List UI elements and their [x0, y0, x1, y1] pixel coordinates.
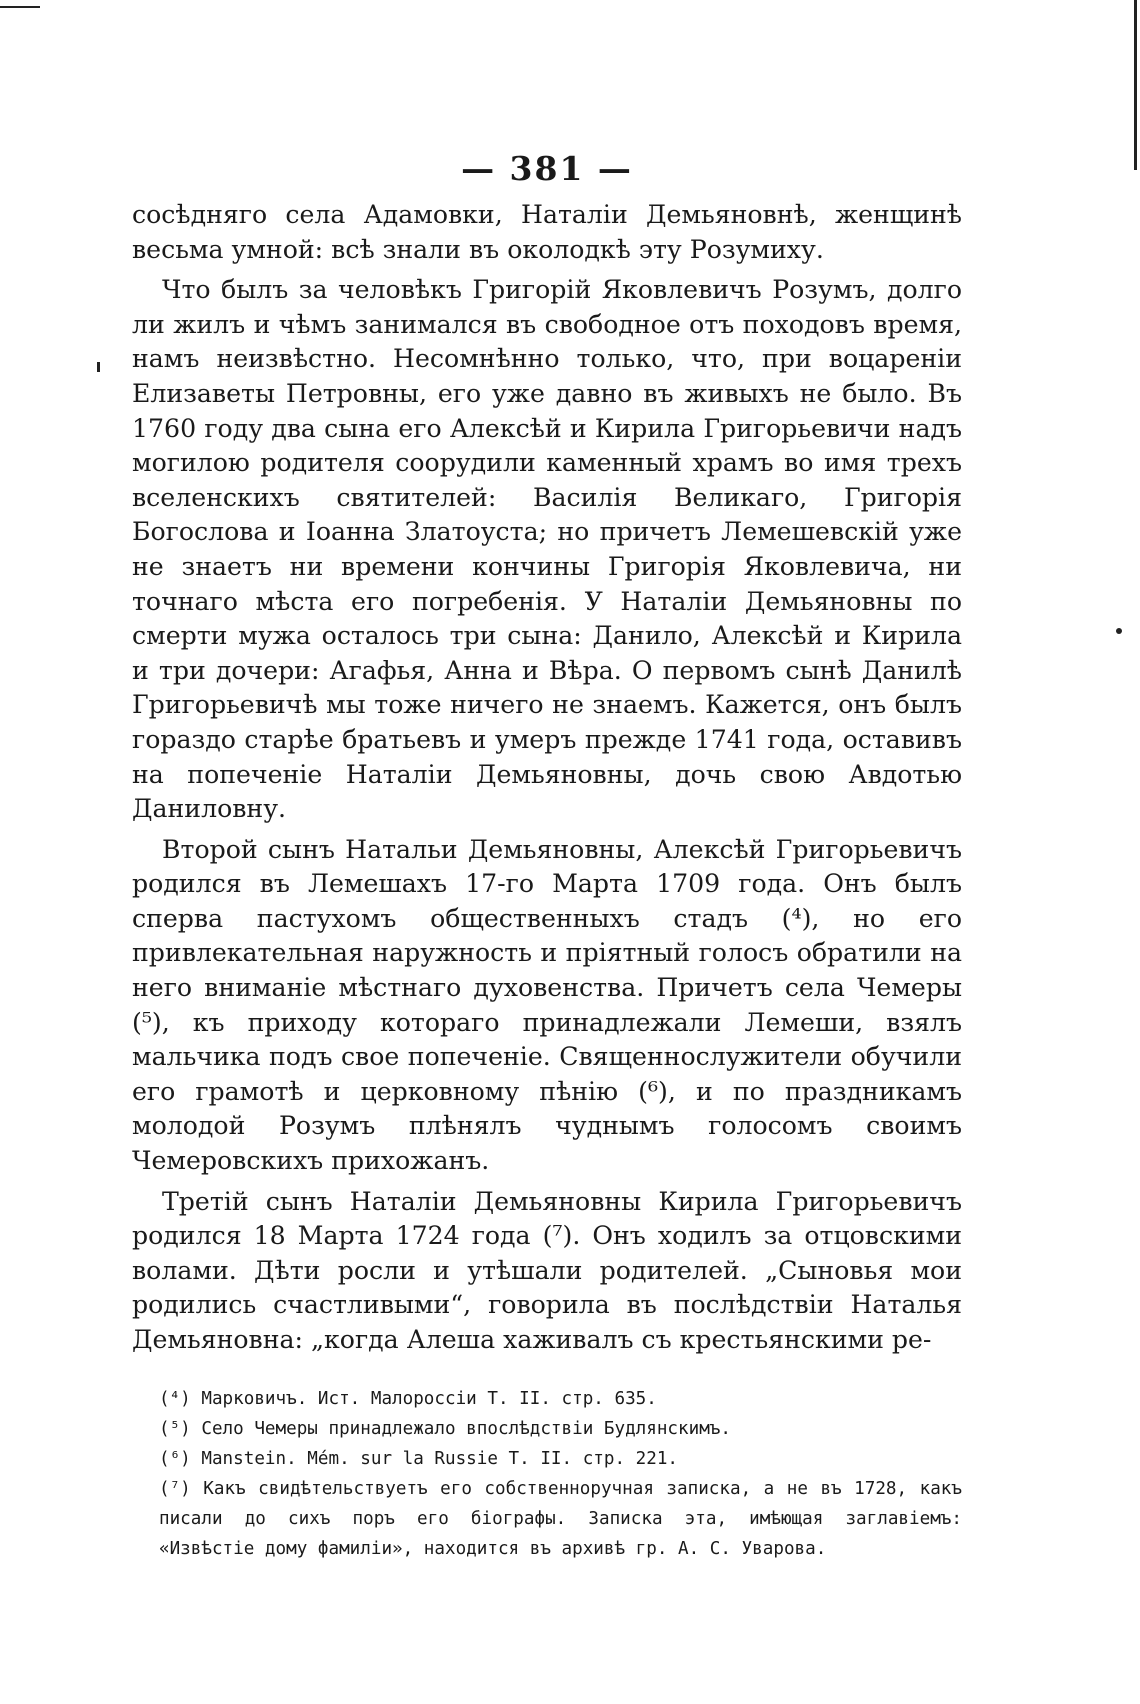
scan-edge-line [0, 6, 40, 8]
paragraph: Второй сынъ Натальи Демьяновны, Алексѣй Григорьевичъ родился въ Лемешахъ 17-го Марта 1709 года. Онъ былъ сперва пастухомъ общественныхъ стадъ (⁴), но его привлекательная наружность и пріятный голосъ обратили на него вниманіе мѣстнаго духовенства. Причетъ села Чемеры (⁵), къ приходу котораго принадлежали Лемеши, взялъ мальчика подъ свое попеченіе. Священнослужители обучили его грамотѣ и церковному пѣнію (⁶), и по праздникамъ молодой Розумъ плѣнялъ чуднымъ голосомъ своимъ Чемеровскихъ прихожанъ. [132, 834, 962, 1176]
book-page [132, 140, 962, 1564]
footnote: (⁷) Какъ свидѣтельствуетъ его собственноручная записка, а не въ 1728, какъ писали до сихъ поръ его біографы. Записка эта, имѣющая заглавіемъ: «Извѣстіе дому фамиліи», находится въ архивѣ гр. А. С. Уварова. [159, 1478, 962, 1559]
footnote: (⁶) Manstein. Mém. sur la Russie T. II. стр. 221. [159, 1448, 679, 1469]
scan-speck [97, 362, 100, 372]
footnote: (⁵) Село Чемеры принадлежало впослѣдствіи Будлянскимъ. [159, 1418, 731, 1439]
footnotes [132, 1384, 962, 1564]
scan-edge-line [1134, 0, 1137, 170]
footnote: (⁴) Марковичъ. Ист. Малороссіи Т. II. стр. 635. [159, 1388, 657, 1409]
paragraph: Третій сынъ Наталіи Демьяновны Кирила Григорьевичъ родился 18 Марта 1724 года (⁷). Онъ ходилъ за отцовскими волами. Дѣти росли и утѣшали родителей. „Сыновья мои родились счастливыми“, говорила въ послѣдствіи Наталья Демьяновна: „когда Алеша хаживалъ съ крестьянскими ре- [132, 1186, 962, 1354]
page-number: — 381 — [461, 149, 633, 188]
paragraph: Что былъ за человѣкъ Григорій Яковлевичъ Розумъ, долго ли жилъ и чѣмъ занимался въ свободное отъ походовъ время, намъ неизвѣстно. Несомнѣнно только, что, при воцареніи Елизаветы Петровны, его уже давно въ живыхъ не было. Въ 1760 году два сына его Алексѣй и Кирила Григорьевичи надъ могилою родителя соорудили каменный храмъ во имя трехъ вселенскихъ святителей: Василія Великаго, Григорія Богослова и Іоанна Златоуста; но причетъ Лемешевскій уже не знаетъ ни времени кончины Григорія Яковлевича, ни точнаго мѣста его погребенія. У Наталіи Демьяновны по смерти мужа осталось три сына: Данило, Алексѣй и Кирила и три дочери: Агафья, Анна и Вѣра. О первомъ сынѣ Данилѣ Григорьевичѣ мы тоже ничего не знаемъ. Кажется, онъ былъ гораздо старѣе братьевъ и умеръ прежде 1741 года, оставивъ на попеченіе Наталіи Демьяновны, дочь свою Авдотью Даниловну. [132, 275, 962, 824]
scan-speck [1116, 628, 1122, 634]
paragraph: сосѣдняго села Адамовки, Наталіи Демьяновнѣ, женщинѣ весьма умной: всѣ знали въ околодкѣ эту Розумиху. [132, 200, 962, 264]
